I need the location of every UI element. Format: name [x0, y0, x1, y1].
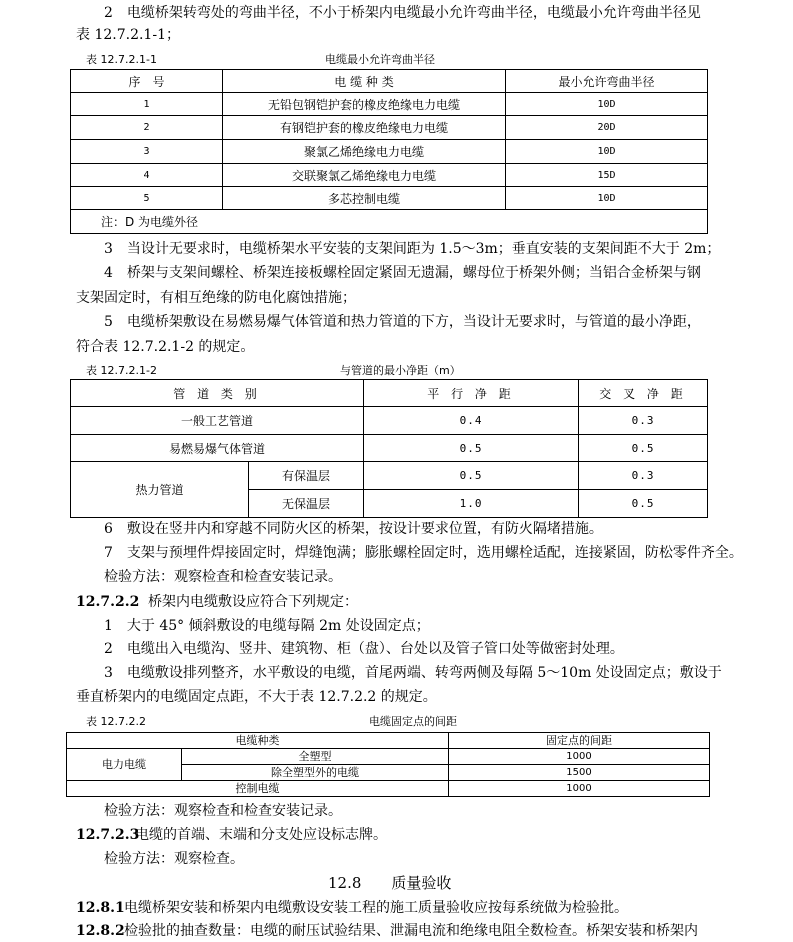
clause-number: 12.7.2.2 [76, 594, 140, 610]
header-cell: 管 道 类 别 [71, 380, 364, 407]
para-2-line1: 2 电缆桥架转弯处的弯曲半径，不小于桥架内电缆最小允许弯曲半径，电缆最小允许弯曲半径见 [104, 5, 701, 21]
header-cell: 交 叉 净 距 [579, 380, 708, 407]
table-cell: 0.5 [364, 435, 579, 462]
table-row [71, 116, 708, 140]
table-row [71, 187, 708, 210]
inspection-method-1: 检验方法：观察检查和检查安装记录。 [104, 569, 342, 585]
table-cell: 5 [71, 187, 223, 210]
table-cell: 有钢铠护套的橡皮绝缘电力电缆 [223, 116, 506, 140]
table-cell: 2 [71, 116, 223, 140]
inspection-method-2: 检验方法：观察检查和检查安装记录。 [104, 803, 342, 819]
clause-number: 12.8.2 [76, 923, 125, 939]
table-cell: 10D [506, 93, 708, 116]
table-cell: 一般工艺管道 [71, 407, 364, 435]
clause-number: 12.8.1 [76, 900, 125, 916]
clause-number: 12.7.2.3 [76, 827, 140, 843]
min-bend-radius-table [70, 69, 708, 234]
table1-label: 表 12.7.2.1-1 [86, 53, 157, 66]
fixing-point-spacing-table [66, 732, 710, 797]
table-row [71, 407, 708, 435]
table2-label: 表 12.7.2.1-2 [86, 364, 157, 377]
table-cell: 多芯控制电缆 [223, 187, 506, 210]
table-cell: 4 [71, 164, 223, 187]
table3-title: 电缆固定点的间距 [369, 715, 457, 728]
item-3-line2: 垂直桥架内的电缆固定点距，不大于表 12.7.2.2 的规定。 [76, 689, 437, 705]
table-cell: 1000 [449, 781, 710, 797]
para-6: 6 敷设在竖井内和穿越不同防火区的桥架，按设计要求位置，有防火隔堵措施。 [104, 521, 603, 537]
table-cell: 易燃易爆气体管道 [71, 435, 364, 462]
table-cell: 0.4 [364, 407, 579, 435]
table-cell: 热力管道 [71, 462, 249, 518]
table-cell: 0.3 [579, 462, 708, 490]
table-row [71, 140, 708, 164]
table-cell: 控制电缆 [67, 781, 449, 797]
table-cell: 1 [71, 93, 223, 116]
table-cell: 0.5 [364, 462, 579, 490]
table-cell: 20D [506, 116, 708, 140]
table-cell: 无铅包钢铠护套的橡皮绝缘电力电缆 [223, 93, 506, 116]
header-cell: 平 行 净 距 [364, 380, 579, 407]
table-cell: 1000 [449, 749, 710, 765]
table-cell: 15D [506, 164, 708, 187]
table-cell: 1500 [449, 765, 710, 781]
table-cell: 无保温层 [249, 490, 364, 518]
table-cell: 10D [506, 187, 708, 210]
table-cell: 有保温层 [249, 462, 364, 490]
para-7: 7 支架与预埋件焊接固定时，焊缝饱满；膨胀螺栓固定时，选用螺栓适配，连接紧固，防松零件齐全。 [104, 545, 743, 561]
table-cell: 10D [506, 140, 708, 164]
pipe-clearance-table [70, 379, 708, 518]
para-2-line2: 表 12.7.2.1-1； [76, 27, 180, 43]
inspection-method-3: 检验方法：观察检查。 [104, 851, 244, 867]
section-title: 12.8 质量验收 [328, 874, 452, 892]
table-row [71, 164, 708, 187]
table1-title: 电缆最小允许弯曲半径 [325, 53, 435, 66]
clause-text: 电缆桥架安装和桥架内电缆敷设安装工程的施工质量验收应按每系统做为检验批。 [124, 900, 628, 916]
para-4-line1: 4 桥架与支架间螺栓、桥架连接板螺栓固定紧固无遗漏，螺母位于桥架外侧；当铝合金桥架与钢 [104, 265, 701, 281]
table-header-row [67, 733, 710, 749]
para-5-line1: 5 电缆桥架敷设在易燃易爆气体管道和热力管道的下方，当设计无要求时，与管道的最小净距， [104, 314, 701, 330]
table-cell: 0.3 [579, 407, 708, 435]
clause-text: 检验批的抽查数量：电缆的耐压试验结果、泄漏电流和绝缘电阻全数检查。桥架安装和桥架内 [124, 923, 698, 939]
header-cell: 序 号 [71, 70, 223, 93]
item-3-line1: 3 电缆敷设排列整齐，水平敷设的电缆，首尾两端、转弯两侧及每隔 5～10m 处设固定点；敷设于 [104, 665, 722, 681]
header-cell: 电缆种类 [67, 733, 449, 749]
para-4-line2: 支架固定时，有相互绝缘的防电化腐蚀措施； [76, 290, 356, 306]
table-cell: 3 [71, 140, 223, 164]
table2-title: 与管道的最小净距（m） [340, 364, 461, 377]
table-cell: 聚氯乙烯绝缘电力电缆 [223, 140, 506, 164]
table-note-row [71, 210, 708, 234]
table3-label: 表 12.7.2.2 [86, 715, 146, 728]
para-5-line2: 符合表 12.7.2.1-2 的规定。 [76, 339, 255, 355]
header-cell: 最小允许弯曲半径 [506, 70, 708, 93]
table-cell: 0.5 [579, 435, 708, 462]
table-cell: 电力电缆 [67, 749, 182, 781]
table-cell: 全塑型 [182, 749, 449, 765]
table-header-row [71, 70, 708, 93]
header-cell: 固定点的间距 [449, 733, 710, 749]
table-header-row [71, 380, 708, 407]
table-cell: 交联聚氯乙烯绝缘电力电缆 [223, 164, 506, 187]
table-row [71, 462, 708, 490]
table-cell: 除全塑型外的电缆 [182, 765, 449, 781]
clause-text: 电缆的首端、末端和分支处应设标志牌。 [135, 827, 387, 843]
clause-text: 桥架内电缆敷设应符合下列规定： [148, 594, 358, 610]
para-3: 3 当设计无要求时，电缆桥架水平安装的支架间距为 1.5～3m；垂直安装的支架间距不大于 2m； [104, 241, 721, 257]
table-row [67, 749, 710, 765]
header-cell: 电 缆 种 类 [223, 70, 506, 93]
table-row [67, 781, 710, 797]
item-1: 1 大于 45° 倾斜敷设的电缆每隔 2m 处设固定点； [104, 618, 430, 634]
table-note: 注：D 为电缆外径 [71, 210, 708, 234]
table-cell: 0.5 [579, 490, 708, 518]
table-cell: 1.0 [364, 490, 579, 518]
table-row [71, 93, 708, 116]
table-row [71, 435, 708, 462]
item-2: 2 电缆出入电缆沟、竖井、建筑物、柜（盘）、台处以及管子管口处等做密封处理。 [104, 641, 624, 657]
